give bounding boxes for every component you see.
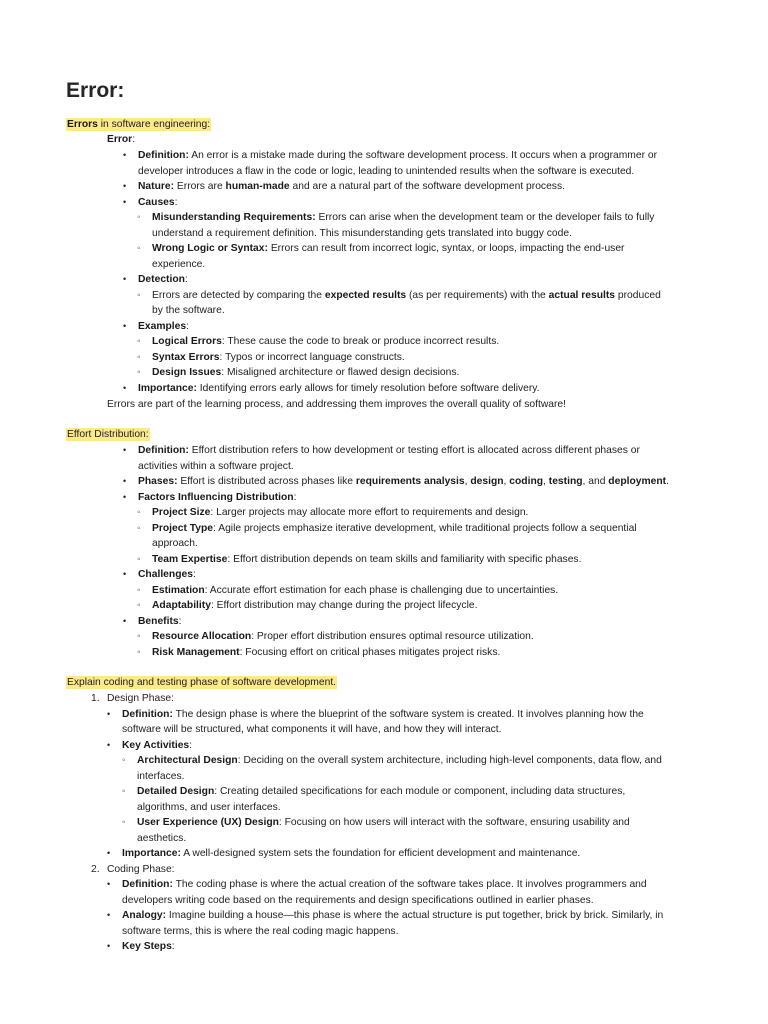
list-item: • Key Activities: ◦ Architectural Design: Deciding on the overall system architecture, including high-level components, data flow, and interfaces. ◦ Detailed Design: Creating detailed specifications for each module or component, including data structures, algorithms, and user interfaces. ◦ User Experience (UX) Design: Focusing on how users will interact with the software, ensuring usability and aesthetics. [122, 738, 710, 847]
list-item: • Importance: A well-designed system sets the foundation for efficient development and maintenance. [122, 846, 710, 862]
list-item: • Factors Influencing Distribution: ◦ Project Size: Larger projects may allocate more effort to requirements and design. ◦ Project Type: Agile projects emphasize iterative development, while traditional projects follow a sequential approach. ◦ Team Expertise: Effort distribution depends on team skills and familiarity with specific phases. [138, 490, 718, 568]
key-activities-sublist [137, 753, 710, 846]
list-item: ◦ Estimation: Accurate effort estimation for each phase is challenging due to uncertainties. [152, 583, 718, 599]
list-item: • Causes: ◦ Misunderstanding Requirements: Errors can arise when the development team or the developer fails to fully understand a requirement definition. This misunderstanding gets translated into buggy code. ◦ Wrong Logic or Syntax: Errors can result from incorrect logic, syntax, or loops, impacting the end-user experience. [138, 195, 718, 273]
errors-heading-highlight: Errors in software engineering: [67, 119, 211, 130]
examples-sublist [152, 334, 718, 381]
effort-list [138, 443, 718, 660]
list-item: • Importance: Identifying errors early allows for timely resolution before software delivery. [138, 381, 718, 397]
list-item: ◦ Errors are detected by comparing the expected results (as per requirements) with the actual results produced by the software. [152, 288, 718, 319]
list-item: • Definition: Effort distribution refers to how development or testing effort is allocated across different phases or activities within a software project. [138, 443, 718, 474]
errors-list [138, 148, 718, 396]
list-item: • Definition: An error is a mistake made during the software development process. It occurs when a programmer or developer introduces a flaw in the code or logic, leading to unintended results when the software is executed. [138, 148, 718, 179]
benefits-sublist [152, 629, 718, 660]
list-item: ◦ Resource Allocation: Proper effort distribution ensures optimal resource utilization. [152, 629, 718, 645]
list-item: ◦ Architectural Design: Deciding on the overall system architecture, including high-level components, data flow, and interfaces. [137, 753, 710, 784]
design-phase-list [122, 707, 710, 862]
list-item: ◦ Risk Management: Focusing effort on critical phases mitigates project risks. [152, 645, 718, 661]
list-item: • Definition: The design phase is where the blueprint of the software system is created. It involves planning how the software will be structured, what components it will have, and how they will interact. [122, 707, 710, 738]
list-item: ◦ Logical Errors: These cause the code to break or produce incorrect results. [152, 334, 718, 350]
list-item: 1. Design Phase: • Definition: The design phase is where the blueprint of the software system is created. It involves planning how the software will be structured, what components it will have, and how they will interact. • Key Activities: ◦ Architectural Design: Deciding on the overall system architecture, including high-level components, data flow, and interfaces. ◦ Detailed Design: Creating detailed specifications for each module or component, including data structures, algorithms, and user interfaces. ◦ User Experience (UX) Design: Focusing on how users will interact with the software, ensuring usability and aesthetics. • Importance: A well-designed system sets the foundation for efficient development and maintenance. [90, 691, 710, 862]
list-item: ◦ User Experience (UX) Design: Focusing on how users will interact with the software, ensuring usability and aesthetics. [137, 815, 710, 846]
list-item: ◦ Design Issues: Misaligned architecture or flawed design decisions. [152, 365, 718, 381]
list-item: ◦ Detailed Design: Creating detailed specifications for each module or component, including data structures, algorithms, and user interfaces. [137, 784, 710, 815]
list-item: ◦ Project Type: Agile projects emphasize iterative development, while traditional projects follow a sequential approach. [152, 521, 718, 552]
list-item: • Phases: Effort is distributed across phases like requirements analysis, design, coding, testing, and deployment. [138, 474, 718, 490]
factors-sublist [152, 505, 718, 567]
list-item: ◦ Project Size: Larger projects may allocate more effort to requirements and design. [152, 505, 718, 521]
errors-heading [66, 117, 211, 133]
coding-phase-list [122, 877, 710, 955]
page-title: Error: [66, 79, 125, 102]
list-item: • Nature: Errors are human-made and are a natural part of the software development process. [138, 179, 718, 195]
challenges-sublist [152, 583, 718, 614]
list-item: • Key Steps: [122, 939, 710, 955]
list-item: 2. Coding Phase: • Definition: The coding phase is where the actual creation of the software takes place. It involves programmers and developers writing code based on the requirements and design specifications outlined in earlier phases. • Analogy: Imagine building a house—this phase is where the actual structure is put together, brick by brick. Similarly, in software terms, this is where the real coding magic happens. • Key Steps: [90, 862, 710, 955]
list-item: ◦ Wrong Logic or Syntax: Errors can result from incorrect logic, syntax, or loops, impacting the end-user experience. [152, 241, 718, 272]
list-item: • Examples: ◦ Logical Errors: These cause the code to break or produce incorrect results. ◦ Syntax Errors: Typos or incorrect language constructs. ◦ Design Issues: Misaligned architecture or flawed design decisions. [138, 319, 718, 381]
list-item: ◦ Misunderstanding Requirements: Errors can arise when the development team or the developer fails to fully understand a requirement definition. This misunderstanding gets translated into buggy code. [152, 210, 718, 241]
list-item: ◦ Team Expertise: Effort distribution depends on team skills and familiarity with specific phases. [152, 552, 718, 568]
list-item: • Benefits: ◦ Resource Allocation: Proper effort distribution ensures optimal resource utilization. ◦ Risk Management: Focusing effort on critical phases mitigates project risks. [138, 614, 718, 661]
coding-heading: Explain coding and testing phase of software development. [67, 677, 337, 688]
list-item: • Challenges: ◦ Estimation: Accurate effort estimation for each phase is challenging due to uncertainties. ◦ Adaptability: Effort distribution may change during the project lifecycle. [138, 567, 718, 614]
coding-ordered-list [90, 691, 710, 955]
list-item: ◦ Adaptability: Effort distribution may change during the project lifecycle. [152, 598, 718, 614]
list-item: • Definition: The coding phase is where the actual creation of the software takes place. It involves programmers and developers writing code based on the requirements and design specifications outlined in earlier phases. [122, 877, 710, 908]
error-sub-label: Error: [107, 134, 136, 145]
causes-sublist [152, 210, 718, 272]
list-item: • Analogy: Imagine building a house—this phase is where the actual structure is put together, brick by brick. Similarly, in software terms, this is where the real coding magic happens. [122, 908, 710, 939]
effort-heading: Effort Distribution: [67, 429, 149, 440]
list-item: • Detection: ◦ Errors are detected by comparing the expected results (as per requirements) with the actual results produced by the software. [138, 272, 718, 319]
errors-closing: Errors are part of the learning process, and addressing them improves the overall quality of software! [107, 399, 567, 410]
list-item: ◦ Syntax Errors: Typos or incorrect language constructs. [152, 350, 718, 366]
detection-sublist [152, 288, 718, 319]
